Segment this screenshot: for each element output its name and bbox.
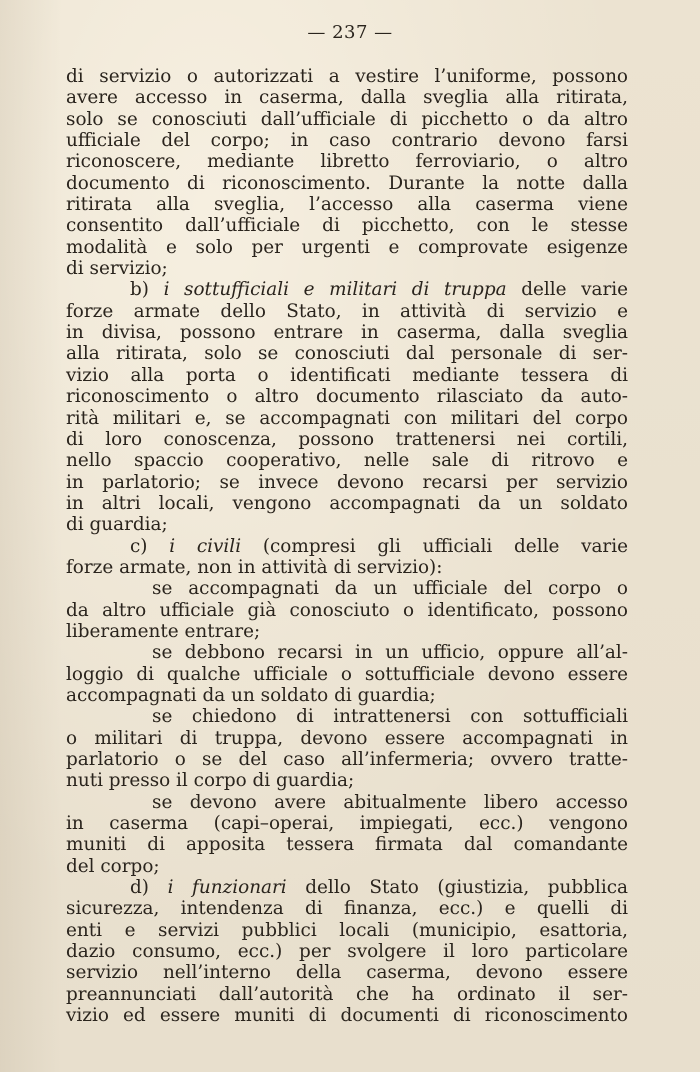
text-line: enti e servizi pubblici locali (municipio, esattoria, (66, 919, 628, 941)
text-line: nello spaccio cooperativo, nelle sale di ritrovo e (66, 450, 628, 472)
text-line: se accompagnati da un ufficiale del corpo o (152, 578, 628, 600)
text-line (66, 536, 628, 557)
item-first-line-rest: (compresi gli ufficiali delle varie (262, 535, 628, 557)
text-line: riconoscere, mediante libretto ferroviario, o altro (66, 151, 628, 173)
text-line: modalità e solo per urgenti e comprovate esigenze (66, 236, 628, 258)
text-line: avere accesso in caserma, dalla sveglia alla ritirata, (66, 87, 628, 109)
page-number: — 237 — (307, 22, 393, 43)
text-line: ritirata alla sveglia, l’accesso alla caserma viene (66, 194, 628, 216)
paragraph-continuation (66, 66, 628, 279)
text-line: vizio ed essere muniti di documenti di riconoscimento (66, 1005, 628, 1027)
text-line: del corpo; (66, 855, 160, 877)
text-line: liberamente entrare; (66, 620, 261, 642)
body-text (66, 66, 628, 1026)
text-line: dazio consumo, ecc.) per svolgere il loro particolare (66, 941, 628, 963)
text-line: di servizio; (66, 258, 168, 280)
item-subject: i sottufficiali e militari di truppa (163, 279, 507, 301)
subparagraph-regular-access (66, 792, 628, 877)
text-line: in divisa, possono entrare in caserma, dalla sveglia (66, 322, 628, 344)
item-label: d) (130, 877, 149, 899)
text-line: accompagnati da un soldato di guardia; (66, 684, 436, 706)
text-line: solo se conosciuti dall’ufficiale di picchetto o da altro (66, 108, 628, 130)
item-label: b) (130, 279, 149, 301)
text-line: documento di riconoscimento. Durante la notte dalla (66, 172, 628, 194)
text-line: parlatorio o se del caso all’infermeria; ovvero tratte- (66, 749, 628, 770)
text-line: riconoscimento o altro documento rilasciato da auto- (66, 386, 628, 408)
text-line: di loro conoscenza, possono trattenersi nei cortili, (66, 428, 628, 450)
text-line (66, 279, 628, 300)
binding-shadow (0, 0, 62, 1072)
text-line (66, 877, 628, 898)
text-line: forze armate, non in attività di servizio): (66, 556, 443, 578)
text-line: forze armate dello Stato, in attività di servizio e (66, 300, 628, 322)
text-line: in parlatorio; se invece devono recarsi per servizio (66, 471, 628, 493)
text-line: servizio nell’interno della caserma, devono essere (66, 962, 628, 984)
item-first-line-rest: delle varie (521, 279, 628, 301)
subparagraph-accompanied (66, 578, 628, 642)
item-first-line-rest: dello Stato (giustizia, pubblica (305, 877, 628, 899)
paragraph-c (66, 536, 628, 579)
text-line: da altro ufficiale già conosciuto o identificato, possono (66, 599, 628, 621)
text-line: sicurezza, intendenza di finanza, ecc.) e quelli di (66, 898, 628, 920)
text-line: consentito dall’ufficiale di picchetto, con le stesse (66, 215, 628, 237)
text-line: alla ritirata, solo se conosciuti dal personale di ser- (66, 343, 628, 365)
text-line: rità militari e, se accompagnati con militari del corpo (66, 407, 628, 429)
paragraph-b (66, 279, 628, 535)
text-line: preannunciati dall’autorità che ha ordinato il ser- (66, 983, 628, 1005)
text-line: muniti di apposita tessera firmata dal comandante (66, 834, 628, 856)
text-line: nuti presso il corpo di guardia; (66, 770, 355, 792)
text-line: se debbono recarsi in un ufficio, oppure all’al- (152, 642, 628, 664)
text-line: se devono avere abitualmente libero accesso (152, 791, 628, 813)
item-subject: i civili (169, 535, 242, 557)
paragraph-d (66, 877, 628, 1026)
text-line: di servizio o autorizzati a vestire l’uniforme, possono (66, 66, 628, 87)
text-line: in altri locali, vengono accompagnati da un soldato (66, 492, 628, 514)
item-label: c) (130, 535, 148, 557)
text-line: se chiedono di intrattenersi con sottufficiali (152, 706, 628, 728)
text-line: o militari di truppa, devono essere accompagnati in (66, 727, 628, 749)
text-line: in caserma (capi–operai, impiegati, ecc.) vengono (66, 813, 628, 835)
text-line: ufficiale del corpo; in caso contrario devono farsi (66, 130, 628, 152)
subparagraph-office (66, 642, 628, 706)
text-line: vizio alla porta o identificati mediante tessera di (66, 364, 628, 386)
subparagraph-visit (66, 706, 628, 791)
text-line: di guardia; (66, 514, 168, 536)
text-line: loggio di qualche ufficiale o sottufficiale devono essere (66, 663, 628, 685)
item-subject: i funzionari (167, 877, 287, 899)
